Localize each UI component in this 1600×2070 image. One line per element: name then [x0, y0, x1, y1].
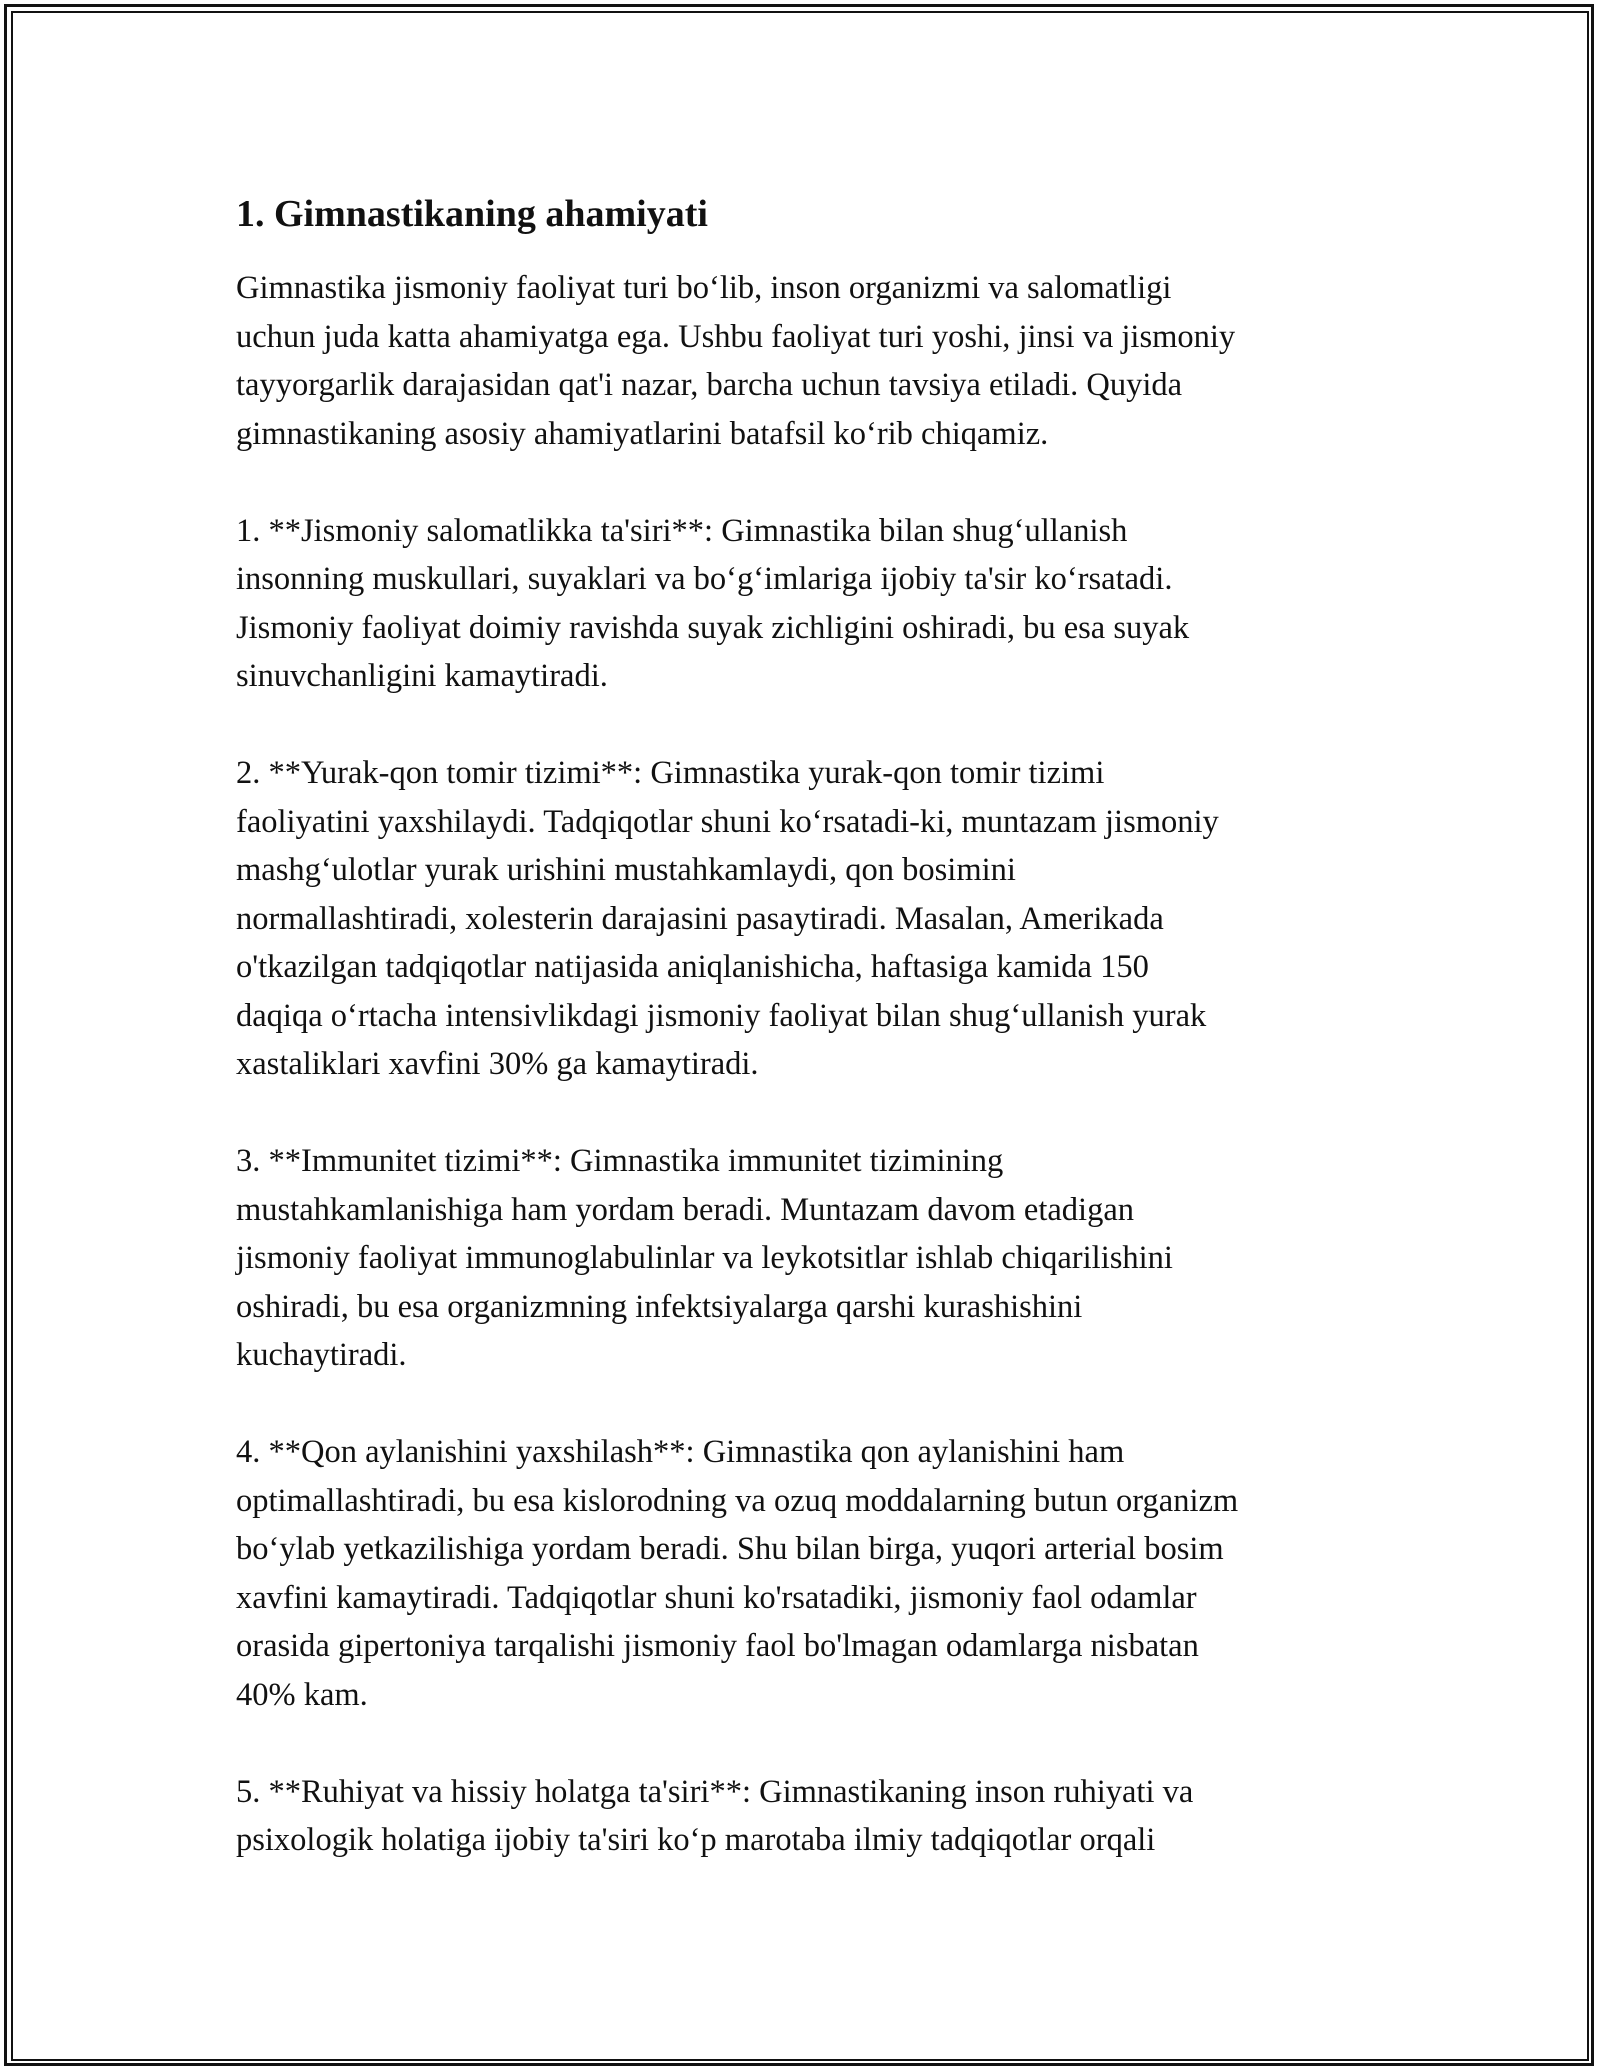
paragraph-line: 3. **Immunitet tizimi**: Gimnastika immunitet tizimining — [236, 1143, 1004, 1179]
document-title: 1. Gimnastikaning ahamiyati — [236, 193, 708, 235]
paragraph-line: psixologik holatiga ijobiy ta'siri koʻp marotaba ilmiy tadqiqotlar orqali — [236, 1822, 1156, 1858]
paragraph-line: 2. **Yurak-qon tomir tizimi**: Gimnastika yurak-qon tomir tizimi — [236, 755, 1105, 791]
paragraph-line: sinuvchanligini kamaytiradi. — [236, 658, 608, 694]
paragraph-line: Jismoniy faoliyat doimiy ravishda suyak zichligini oshiradi, bu esa suyak — [236, 609, 1190, 646]
list-item-immune-system — [236, 1137, 1376, 1380]
paragraph-line: boʻylab yetkazilishiga yordam beradi. Shu bilan birga, yuqori arterial bosim — [236, 1531, 1224, 1567]
paragraph-line: uchun juda katta ahamiyatga ega. Ushbu faoliyat turi yoshi, jinsi va jismoniy — [236, 318, 1236, 355]
paragraph-line: insonning muskullari, suyaklari va boʻgʻimlariga ijobiy ta'sir koʻrsatadi. — [236, 561, 1173, 597]
paragraph-line: 40% kam. — [236, 1676, 368, 1713]
list-item-circulation — [236, 1428, 1376, 1719]
paragraph-line: Gimnastika jismoniy faoliyat turi boʻlib, inson organizmi va salomatligi — [236, 270, 1172, 306]
paragraph-line: xastaliklari xavfini 30% ga kamaytiradi. — [236, 1046, 759, 1082]
paragraph-line: gimnastikaning asosiy ahamiyatlarini batafsil koʻrib chiqamiz. — [236, 415, 1049, 452]
paragraph-line: oshiradi, bu esa organizmning infektsiyalarga qarshi kurashishini — [236, 1288, 1083, 1325]
paragraph-line: kuchaytiradi. — [236, 1337, 407, 1373]
list-item-psychology — [236, 1768, 1376, 1865]
paragraph-line: 4. **Qon aylanishini yaxshilash**: Gimnastika qon aylanishini ham — [236, 1434, 1125, 1470]
paragraph-line: 1. **Jismoniy salomatlikka ta'siri**: Gimnastika bilan shugʻullanish — [236, 512, 1128, 549]
paragraph-line: daqiqa oʻrtacha intensivlikdagi jismoniy faoliyat bilan shugʻullanish yurak — [236, 997, 1207, 1034]
paragraph-line: orasida gipertoniya tarqalishi jismoniy faol bo'lmagan odamlarga nisbatan — [236, 1628, 1199, 1664]
paragraph-line: 5. **Ruhiyat va hissiy holatga ta'siri**: Gimnastikaning inson ruhiyati va — [236, 1773, 1194, 1810]
paragraph-line: mashgʻulotlar yurak urishini mustahkamlaydi, qon bosimini — [236, 852, 1016, 888]
intro-paragraph — [236, 264, 1376, 458]
paragraph-line: faoliyatini yaxshilaydi. Tadqiqotlar shuni koʻrsatadi-ki, muntazam jismoniy — [236, 803, 1219, 840]
paragraph-line: o'tkazilgan tadqiqotlar natijasida aniqlanishicha, haftasiga kamida 150 — [236, 949, 1149, 985]
paragraph-line: tayyorgarlik darajasidan qat'i nazar, barcha uchun tavsiya etiladi. Quyida — [236, 367, 1183, 403]
list-item-physical-health — [236, 507, 1376, 701]
paragraph-line: jismoniy faoliyat immunoglabulinlar va leykotsitlar ishlab chiqarilishini — [236, 1240, 1173, 1276]
paragraph-line: optimallashtiradi, bu esa kislorodning va ozuq moddalarning butun organizm — [236, 1482, 1239, 1519]
list-item-cardiovascular — [236, 749, 1376, 1089]
paragraph-line: normallashtiradi, xolesterin darajasini pasaytiradi. Masalan, Amerikada — [236, 900, 1164, 937]
paragraph-line: mustahkamlanishiga ham yordam beradi. Muntazam davom etadigan — [236, 1191, 1135, 1228]
paragraph-line: xavfini kamaytiradi. Tadqiqotlar shuni ko'rsatadiki, jismoniy faol odamlar — [236, 1579, 1197, 1616]
document-body — [236, 190, 1376, 1913]
